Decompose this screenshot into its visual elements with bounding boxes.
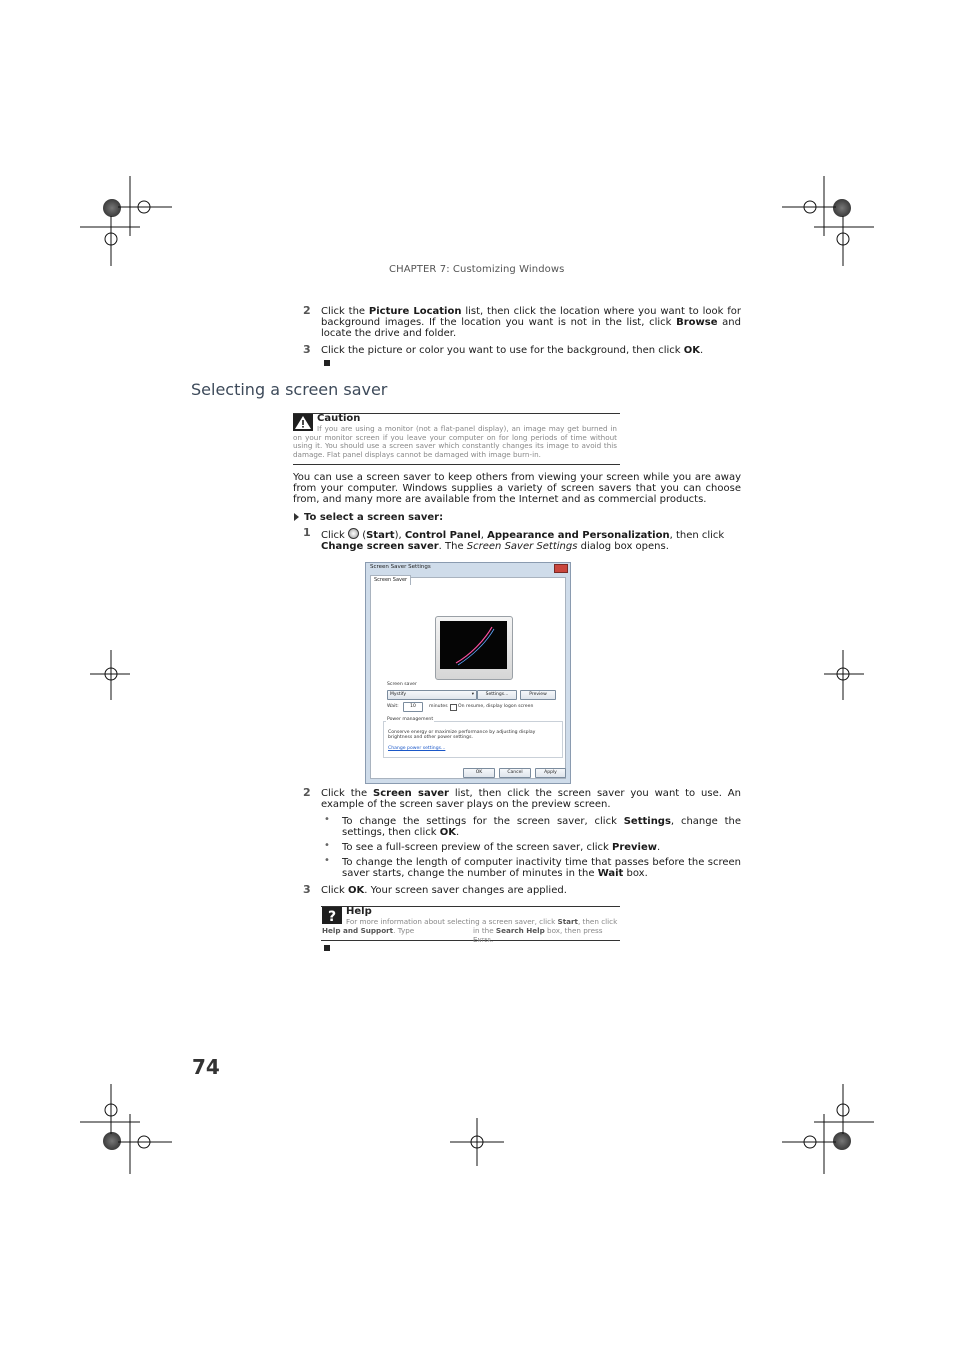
text-run: Click the [321,306,369,317]
change-power-settings-link[interactable]: Change power settings... [388,746,446,751]
chapter-header: CHAPTER 7: Customizing Windows [389,264,565,275]
text-run: To see a full-screen preview of the screen saver, click [342,842,612,853]
step-text [321,528,741,552]
cancel-button[interactable]: Cancel [499,768,531,778]
text-run: in the [473,926,496,935]
power-text: Conserve energy or maximize performance by adjusting display brightness and other power settings. [388,730,536,741]
settings-button[interactable]: Settings... [477,690,517,700]
ui-term: OK [683,345,701,356]
help-text-line2 [322,927,472,936]
step-text [321,788,741,810]
step-text [321,885,741,896]
step-number: 2 [303,304,311,317]
text-run: , change the settings, then click [342,816,742,838]
procedure-arrow-icon [294,513,299,521]
bullet-icon: • [324,840,330,851]
ui-term: Start [557,917,578,926]
ui-term: Preview [611,842,657,853]
procedure-title: To select a screen saver: [304,512,444,523]
text-run: . Type [393,926,415,935]
help-icon [322,907,342,924]
step-text [321,306,741,339]
selected-value: Mystify [390,692,407,697]
ok-button[interactable]: OK [463,768,495,778]
text-run: . [700,345,704,356]
text-run: list, then click the screen saver you want to use. An example of the screen saver plays on the preview screen. [321,788,741,810]
close-icon[interactable] [554,564,568,573]
ui-term: Appearance and Personalization [487,530,670,541]
ui-term: Search Help [495,926,545,935]
ui-term: OK [439,827,456,838]
bullet-text [342,857,741,879]
text-run: Click the [321,788,374,799]
caution-title: Caution [317,413,361,424]
wait-stepper[interactable] [403,702,423,712]
ui-term: Screen saver [373,788,449,799]
text-run: box. [623,868,648,879]
text-run: Click [321,530,349,541]
wait-value: 10 [410,704,416,709]
page-number: 74 [192,1055,220,1079]
windows-start-icon [348,528,359,539]
resume-checkbox[interactable] [450,704,457,711]
power-group-label: Power management [387,717,434,722]
ui-term: Browse [676,317,718,328]
ui-term: Picture Location [368,306,462,317]
end-mark [324,945,330,951]
text-run: , then click [669,530,725,541]
dialog-title: Screen Saver Settings [370,564,431,570]
text-run: . [657,842,661,853]
mystify-preview-graphic [440,621,507,669]
apply-button[interactable]: Apply [535,768,566,778]
step-number: 2 [303,786,311,799]
step-number: 1 [303,526,311,539]
minutes-label: minutes [429,704,448,709]
ui-term: Help and Support [322,926,394,935]
dialog-name: Screen Saver Settings [466,541,578,552]
text-run: list, then click the location where you want to look for background images. If the location you want is not in the list, click [321,306,741,328]
screen-saver-label: Screen saver [387,682,417,687]
screen-saver-settings-dialog [365,562,571,784]
resume-label: On resume, display logon screen [458,704,534,709]
ui-term: Control Panel [404,530,481,541]
intro-paragraph: You can use a screen saver to keep others from viewing your screen while you are away from your computer. Windows supplies a variety of screen savers that you can choose from, and many more are available from the Internet and as commercial products. [293,472,741,505]
ui-term: Wait [597,868,624,879]
step-text [321,345,741,356]
text-run: ( [359,530,367,541]
text-run: . The [438,541,467,552]
bullet-text [342,816,741,838]
text-run: Click [321,885,349,896]
preview-monitor [435,616,513,680]
wait-label: Wait: [387,704,399,709]
text-run: ), [394,530,405,541]
key-name: Enter [473,934,491,944]
caution-text: If you are using a monitor (not a flat-panel display), an image may get burned in on your monitor screen if you leave your computer on for long periods of time without using it. You should use a screen saver which constantly changes its image to avoid this damage. Flat panel displays cannot be damaged with image burn-in. [293,424,617,459]
text-run: . [490,934,494,944]
step-number: 3 [303,343,311,356]
text-run: For more information about selecting a screen saver, click [346,917,558,926]
power-management-group [383,717,563,758]
text-run: Click the picture or color you want to use for the background, then click [321,345,684,356]
bullet-icon: • [324,855,330,866]
end-mark [324,360,330,366]
text-run: box, then press [544,926,603,935]
text-run: dialog box opens. [577,541,669,552]
svg-text:?: ? [327,909,337,924]
ui-term: Start [366,530,395,541]
dialog-panel [370,577,566,779]
text-run: . Your screen saver changes are applied. [364,885,567,896]
text-run: , [480,530,488,541]
text-run: . [455,827,460,838]
ui-term: Settings [623,816,671,827]
bullet-text [342,842,741,853]
text-run: and locate the drive and folder. [321,317,741,339]
help-title: Help [346,906,372,917]
ui-term: OK [348,885,365,896]
text-run: To change the length of computer inactivity time that passes before the screen saver starts, change the number of minutes in the [342,857,741,879]
help-text-line2b [473,927,623,944]
section-title: Selecting a screen saver [191,380,388,399]
bullet-icon: • [324,814,330,825]
chevron-down-icon: ▾ [471,692,474,697]
ui-term: Change screen saver [321,541,439,552]
text-run: To change the settings for the screen saver, click [342,816,624,827]
tab-screen-saver[interactable]: Screen Saver [370,575,411,585]
text-run: , then click [577,917,618,926]
preview-button[interactable]: Preview [520,690,556,700]
step-number: 3 [303,883,311,896]
screen-saver-select[interactable] [387,690,477,700]
preview-screen [440,621,507,669]
